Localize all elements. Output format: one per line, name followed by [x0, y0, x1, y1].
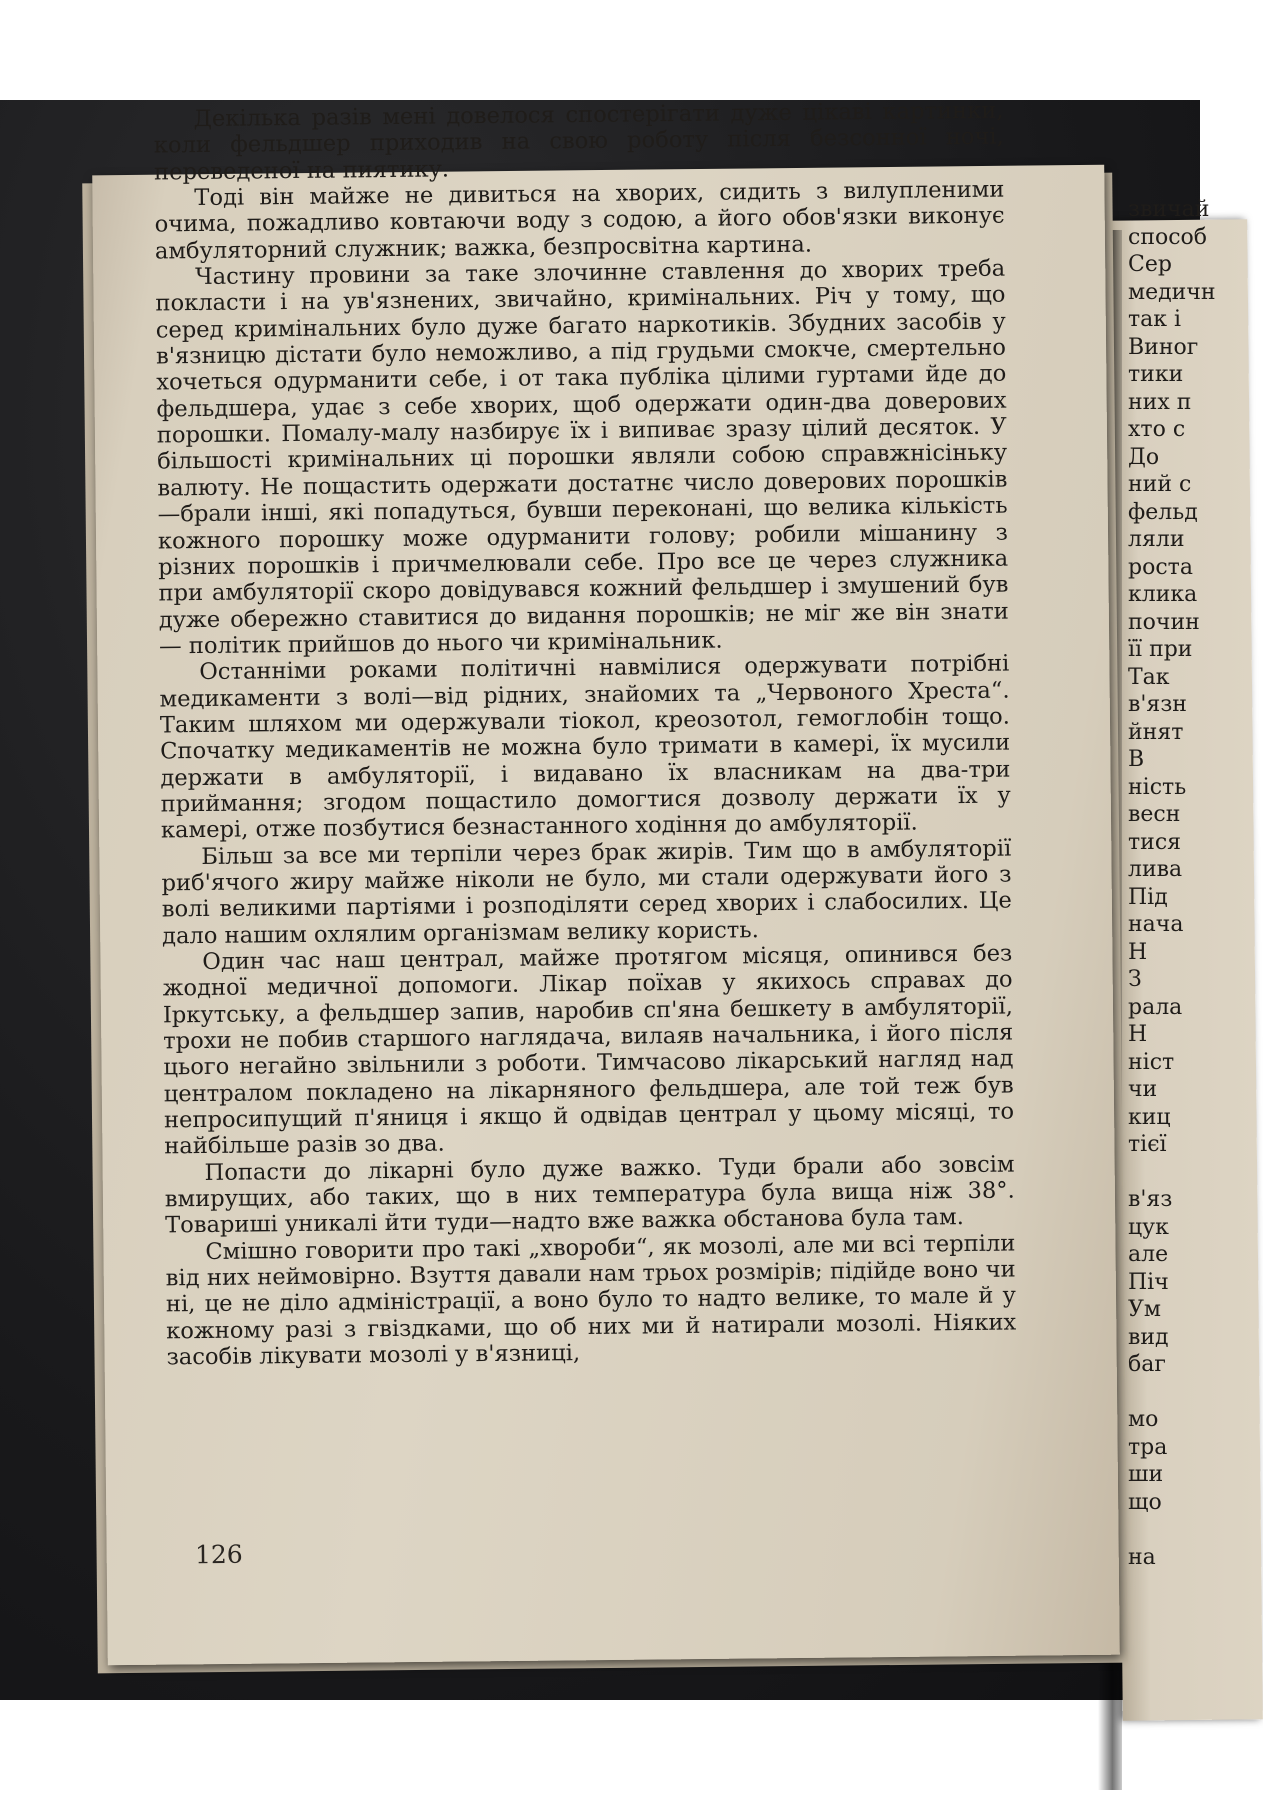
- next-page-line-fragment: в'язн: [1128, 692, 1187, 717]
- next-page-line-fragment: чи: [1128, 1077, 1158, 1102]
- next-page-line-fragment: ний с: [1128, 472, 1192, 497]
- next-page-line-fragment: в'яз: [1128, 1187, 1173, 1212]
- next-page-line-fragment: вид: [1128, 1324, 1169, 1350]
- next-page-line-fragment: нача: [1128, 912, 1184, 937]
- paragraph: Тоді він майже не дивиться на хворих, сидить з вилупленими очима, пожадливо ковтаючи воду з содою, а його обов'язки виконує амбуляторний служник; важка, безпросвітна картина.: [154, 176, 1005, 265]
- next-page-line-fragment: на: [1128, 1544, 1156, 1570]
- next-page-line-fragment: тися: [1128, 829, 1182, 855]
- next-page-line-fragment: її при: [1128, 637, 1193, 662]
- next-page-line-fragment: медичн: [1128, 279, 1216, 305]
- next-page-line-fragment: ляли: [1128, 527, 1185, 552]
- next-page-line-fragment: весн: [1128, 802, 1181, 827]
- next-page-line-fragment: ши: [1128, 1462, 1164, 1487]
- next-page-line-fragment: звичай: [1128, 197, 1210, 222]
- next-page-line-fragment: способ: [1128, 224, 1208, 250]
- next-page-line-fragment: В: [1128, 747, 1145, 772]
- next-page-line-fragment: роста: [1128, 554, 1193, 580]
- paragraph: Попасти до лікарні було дуже важко. Туди брали або зовсім вмирущих, або таких, що в них температура була вища ніж 38°. Товариші уникалі йти туди—надто вже важка обстанова була там.: [164, 1151, 1015, 1239]
- paragraph: Останніми роками політичні навмілися одержувати потрібні медикаменти з волі—від рідних, знайомих та „Червоного Хреста“. Таким шляхом ми одержували тіокол, креозотол, гемоглобін тощо. Спочатку медикаментів не можна було тримати в камері, їх мусили держати в амбуляторії, і видавано їх власникам на два-три приймання; згодом пощастило домогтися дозволу держати їх у камері, отже позбутися безнастанного ходіння до амбуляторії.: [159, 650, 1011, 844]
- next-page-line-fragment: [1128, 1379, 1218, 1407]
- next-page-line-fragment: [1128, 1159, 1218, 1187]
- next-page-line-fragment: Піч: [1128, 1269, 1169, 1295]
- page-body-text: [153, 98, 1016, 1371]
- next-page-line-fragment: Так: [1128, 664, 1170, 690]
- next-page-line-fragment: хто с: [1128, 417, 1186, 442]
- next-page-line-fragment: баг: [1128, 1352, 1166, 1377]
- next-page-line-fragment: клика: [1128, 582, 1198, 607]
- next-page-line-fragment: киц: [1128, 1104, 1171, 1130]
- next-page-line-fragment: лива: [1128, 857, 1183, 882]
- next-page-line-fragment: але: [1128, 1242, 1169, 1267]
- paragraph: Один час наш централ, майже протягом місяця, опинився без жодної медичної допомоги. Лікар поїхав у якихось справах до Іркутську, а фельдшер запив, наробив сп'яна бешкету в амбуляторії, трохи не побив старшого наглядача, вилаяв начальника, і його після цього негайно звільнили з роботи. Тимчасово лікарський нагляд над централом покладено на лікарняного фельдшера, але той теж був непросипущий п'яниця і якщо й одвідав централ у цьому місяці, то найбільше разів зо два.: [162, 940, 1015, 1160]
- next-page-line-fragment: фельд: [1128, 499, 1198, 525]
- next-page-text-fragments: [1128, 196, 1218, 1571]
- next-page-line-fragment: них п: [1128, 389, 1192, 415]
- next-page-line-fragment: З: [1128, 967, 1142, 992]
- paragraph: Смішно говорити про такі „хвороби“, як мозолі, але ми всі терпіли від них неймовірно. Взуття давали нам трьох розмірів; підійде воно чи ні, це не діло адміністрації, а воно було то надто велике, то мале й у кожному разі з гвіздками, що об них ми й натирали мозолі. Ніяких засобів лікувати мозолі у в'язниці,: [165, 1230, 1017, 1371]
- next-page-line-fragment: мо: [1128, 1407, 1159, 1432]
- next-page-line-fragment: [1128, 1516, 1218, 1544]
- next-page-line-fragment: Сер: [1128, 252, 1172, 277]
- next-page-line-fragment: рала: [1128, 994, 1183, 1020]
- next-page-line-fragment: До: [1128, 444, 1160, 470]
- next-page-line-fragment: Н: [1128, 1022, 1148, 1047]
- next-page-line-fragment: тра: [1128, 1434, 1168, 1460]
- next-page-line-fragment: тієї: [1128, 1132, 1167, 1157]
- next-page-line-fragment: Н: [1128, 939, 1148, 965]
- next-page-line-fragment: що: [1128, 1489, 1162, 1515]
- page-number: 126: [194, 1539, 243, 1570]
- next-page-line-fragment: так і: [1128, 307, 1182, 332]
- next-page-line-fragment: ність: [1128, 774, 1187, 800]
- next-page-line-fragment: йнят: [1128, 719, 1184, 745]
- paragraph: Частину провини за таке злочинне ставлення до хворих треба покласти і на ув'язнених, звичайно, кримінальних. Річ у тому, що серед кримінальних було дуже багато наркотиків. Збудних засобів у в'язницю дістати було неможливо, а під грудьми смокче, смертельно хочеться одурманити себе, і от така публіка цілими гуртами йде до фельдшера, удає з себе хворих, щоб одержати один-два доверових порошки. Помалу-малу назбирує їх і випиває зразу цілий десяток. У більшості кримінальних ці порошки являли собою справжнісіньку валюту. Не пощастить одержати достатнє число доверових порошків—брали інші, які попадуться, бувши переконані, що велика кількість кожного порошку може одурманити голову; робили мішанину з різних порошків і причмелювали себе. Про все це через служника при амбуляторії скоро довідувався кожний фельдшер і змушений був дуже обережно ставитися до видання порошків; не міг же він знати — політик прийшов до нього чи кримінальник.: [155, 255, 1009, 660]
- next-page-line-fragment: цук: [1128, 1214, 1169, 1240]
- paragraph: Декілька разів мені довелося спостерігати дуже цікаві картинки, коли фельдшер приходив на свою роботу після безсонної ночі, переведеної на пиятику.: [153, 97, 1004, 186]
- next-page-line-fragment: ніст: [1128, 1049, 1175, 1075]
- next-page-line-fragment: Ум: [1128, 1297, 1162, 1322]
- paragraph: Більш за все ми терпіли через брак жирів. Тим що в амбуляторії риб'ячого жиру майже ніколи не було, ми стали одержувати його з волі великими партіями і розподіляти серед хворих і слабосилих. Це дало нашим охлялим організмам велику користь.: [161, 835, 1012, 950]
- next-page-line-fragment: тики: [1128, 362, 1184, 387]
- next-page-line-fragment: почин: [1128, 609, 1200, 635]
- next-page-line-fragment: Виног: [1128, 334, 1199, 360]
- next-page-line-fragment: Під: [1128, 884, 1168, 910]
